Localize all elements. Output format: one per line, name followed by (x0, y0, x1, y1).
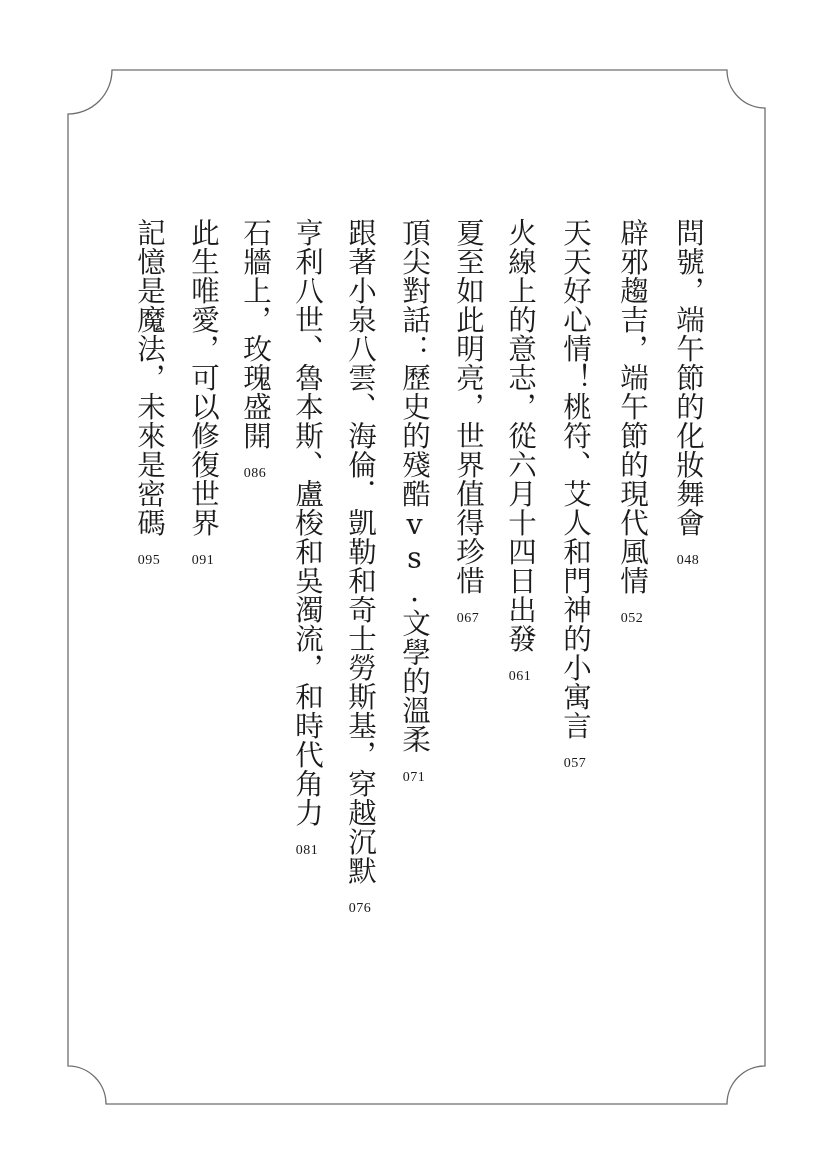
toc-entry-title: 石牆上，玫瑰盛開 (239, 218, 272, 450)
toc-entry-title: 記憶是魔法，未來是密碼 (133, 218, 166, 537)
toc-entry-page-number: 061 (508, 669, 532, 684)
toc-entry-page-number: 086 (243, 466, 267, 481)
toc-entry-page-number: 052 (620, 611, 644, 626)
toc-entry-1[interactable] (670, 218, 706, 569)
toc-entry-title: 辟邪趨吉，端午節的現代風情 (616, 218, 649, 595)
toc-entry-8[interactable] (289, 218, 325, 859)
toc-entry-page-number: 081 (295, 843, 319, 858)
toc-entry-3[interactable] (557, 218, 593, 772)
toc-entry-title: 亨利八世、魯本斯、盧梭和吳濁流，和時代角力 (291, 218, 324, 827)
toc-entry-2[interactable] (614, 218, 650, 627)
toc-entry-page-number: 091 (191, 553, 215, 568)
toc-entry-title: 問號，端午節的化妝舞會 (672, 218, 705, 537)
toc-entry-page-number: 095 (137, 553, 161, 568)
toc-entry-page-number: 067 (456, 611, 480, 626)
toc-entry-title: 跟著小泉八雲、海倫．凱勒和奇士勞斯基，穿越沉默 (344, 218, 377, 885)
toc-entry-page-number: 071 (402, 769, 426, 785)
toc-entry-page-number: 048 (676, 553, 700, 568)
toc-entry-title: 此生唯愛，可以修復世界 (187, 218, 220, 537)
toc-entry-11[interactable] (131, 218, 167, 569)
toc-entry-10[interactable] (185, 218, 221, 569)
toc-entry-page-number: 057 (563, 756, 587, 771)
toc-entry-title: 火線上的意志，從六月十四日出發 (504, 218, 537, 653)
toc-entry-page-number: 076 (348, 901, 372, 916)
toc-entry-5[interactable] (450, 218, 486, 627)
toc-entry-title: 頂尖對話：歷史的殘酷vs.文學的溫柔 (398, 218, 431, 754)
toc-entry-4[interactable] (502, 218, 538, 685)
toc-entry-title: 夏至如此明亮，世界值得珍惜 (452, 218, 485, 595)
toc-entry-6[interactable] (396, 218, 432, 786)
toc-entry-title: 天天好心情！桃符、艾人和門神的小寓言 (559, 218, 592, 740)
toc-entry-9[interactable] (237, 218, 273, 482)
toc-entry-7[interactable] (342, 218, 378, 917)
